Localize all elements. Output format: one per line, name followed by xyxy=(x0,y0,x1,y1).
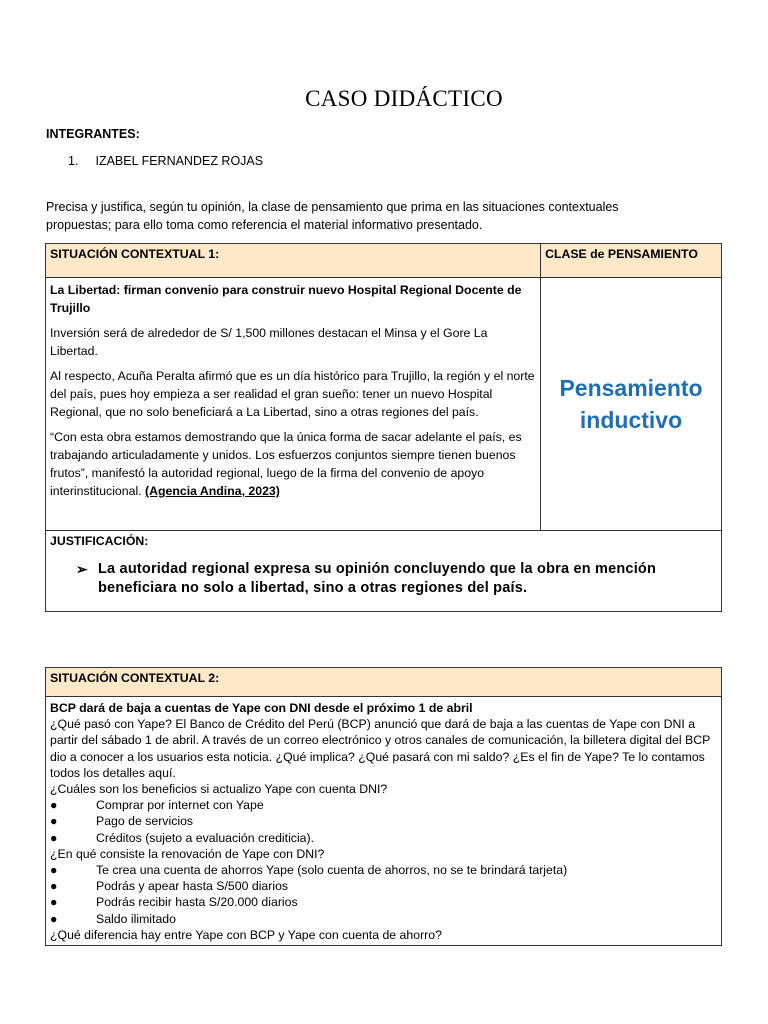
citation: (Agencia Andina, 2023) xyxy=(145,484,280,498)
situation-1-headline: La Libertad: firman convenio para construir nuevo Hospital Regional Docente de Trujillo xyxy=(50,283,522,315)
situation-2-content xyxy=(46,697,722,946)
situation-2-paragraph: ¿Qué pasó con Yape? El Banco de Crédito del Perú (BCP) anunció que dará de baja a las cuentas de Yape con DNI a partir del sábado 1 de abril. A través de un correo electrónico y otros canales de comunicación, la billetera digital del BCP dio a conocer a los usuarios esta noticia. ¿Qué implica? ¿Qué pasará con mi saldo? ¿Es el fin de Yape? Te lo contamos todos los detalles aquí. xyxy=(50,717,711,780)
list-item: ● Podrás y apear hasta S/500 diarios xyxy=(50,879,289,894)
situation-1-paragraph-1: Inversión será de alrededor de S/ 1,500 millones destacan el Minsa y el Gore La Libertad. xyxy=(50,326,488,358)
justification-body: La autoridad regional expresa su opinión concluyendo que la obra en mención beneficiara no solo a libertad, sino a otras regiones del país. xyxy=(98,561,657,596)
arrow-bullet-icon: ➢ xyxy=(76,561,88,577)
question-2: ¿En qué consiste la renovación de Yape con DNI? xyxy=(50,846,325,861)
list-item: ● Podrás recibir hasta S/20.000 diarios xyxy=(50,895,298,910)
justification-label: JUSTIFICACIÓN: xyxy=(50,534,149,548)
situation-1-table xyxy=(45,243,722,612)
list-item: ● Pago de servicios xyxy=(50,814,194,829)
answer-text xyxy=(545,372,717,436)
member-name: IZABEL FERNANDEZ ROJAS xyxy=(95,154,264,168)
document-title: CASO DIDÁCTICO xyxy=(305,86,503,111)
question-3: ¿Qué diferencia hay entre Yape con BCP y Yape con cuenta de ahorro? xyxy=(50,927,442,942)
quote-text: “Con esta obra estamos demostrando que la única forma de sacar adelante el país, es trabajando articuladamente y unidos. Los esfuerzos conjuntos siempre tienen buenos frutos”, manifestó la autoridad regional, luego de la firma del convenio de apoyo interinstitucional. xyxy=(50,430,522,498)
justification-text xyxy=(50,560,717,598)
integrantes-label: INTEGRANTES: xyxy=(46,127,140,141)
list-item: ● Comprar por internet con Yape xyxy=(50,798,264,813)
situation-1-content xyxy=(46,278,541,531)
list-item: ● Te crea una cuenta de ahorros Yape (solo cuenta de ahorros, no se te brindará tarjeta) xyxy=(50,863,568,878)
list-item: ● Créditos (sujeto a evaluación crediticia). xyxy=(50,830,315,845)
question-1: ¿Cuáles son los beneficios si actualizo Yape con cuenta DNI? xyxy=(50,782,388,797)
situation-2-table xyxy=(45,667,722,946)
member-item xyxy=(68,154,263,168)
thinking-class-answer xyxy=(541,278,722,531)
situation-1-paragraph-2: Al respecto, Acuña Peralta afirmó que es un día histórico para Trujillo, la región y el norte del país, pues hoy empieza a ser realidad el gran sueño: tener un nuevo Hospital Regional, que no solo beneficiará a La Libertad, sino a otras regiones del país. xyxy=(50,369,535,419)
situation-1-header: SITUACIÓN CONTEXTUAL 1: xyxy=(46,244,541,278)
answer-line-1: Pensamiento xyxy=(559,375,703,401)
situation-2-header: SITUACIÓN CONTEXTUAL 2: xyxy=(46,668,722,697)
list-item: ● Saldo ilimitado xyxy=(50,911,176,926)
situation-1-paragraph-3 xyxy=(50,428,536,500)
thinking-class-header: CLASE de PENSAMIENTO xyxy=(541,244,722,278)
justification-cell xyxy=(46,531,722,612)
member-number: 1. xyxy=(68,154,79,168)
instructions-text: Precisa y justifica, según tu opinión, la clase de pensamiento que prima en las situaciones contextuales propuestas; para ello toma como referencia el material informativo presentado. xyxy=(46,200,619,232)
situation-2-headline: BCP dará de baja a cuentas de Yape con DNI desde el próximo 1 de abril xyxy=(50,701,473,715)
answer-line-2: inductivo xyxy=(579,407,683,433)
